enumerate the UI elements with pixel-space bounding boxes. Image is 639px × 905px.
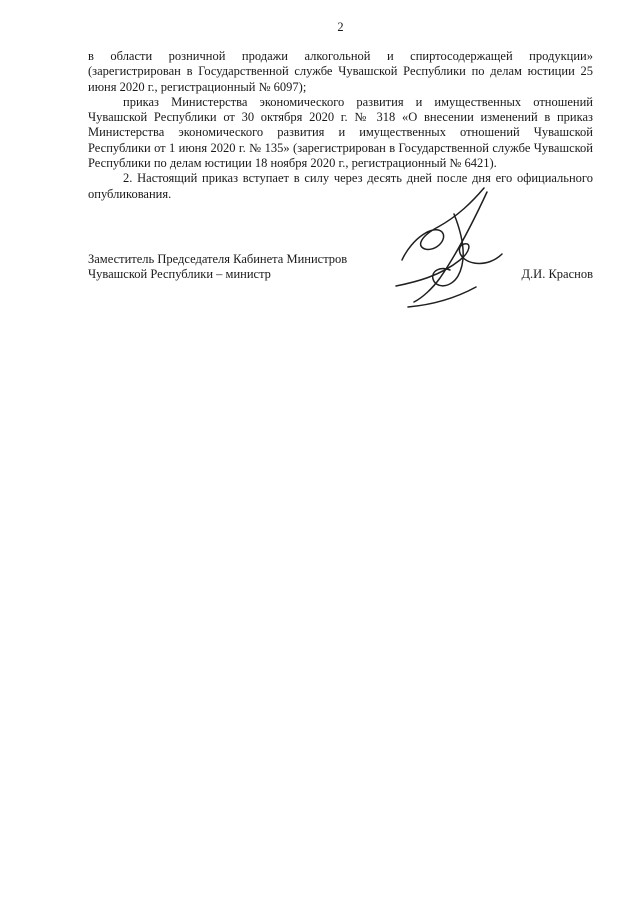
page-number: 2 [337, 20, 344, 34]
signatory-name: Д.И. Краснов [521, 267, 593, 282]
signatory-position-line1: Заместитель Председателя Кабинета Министров [88, 251, 348, 266]
signatory-position-line2: Чувашской Республики – министр [88, 267, 271, 282]
signature-block [88, 252, 593, 283]
paragraph-entry-into-force: 2. Настоящий приказ вступает в силу через десять дней после дня его официального опубликования. [88, 171, 593, 201]
paragraph-continuation: в области розничной продажи алкогольной и спиртосодержащей продукции» (зарегистрирован в Государственной службе Чувашской Республики по делам юстиции 25 июня 2020 г., регистрационный № 6097); [88, 49, 593, 94]
paragraph-order-318: приказ Министерства экономического развития и имущественных отношений Чувашской Республики от 30 октября 2020 г. № 318 «О внесении изменений в приказ Министерства экономического развития и имущественных отношений Чувашской Республики от 1 июня 2020 г. № 135» (зарегистрирован в Государственной службе Чувашской Республики по делам юстиции 18 ноября 2020 г., регистрационный № 6421). [88, 94, 593, 171]
signatory-position [88, 252, 347, 283]
